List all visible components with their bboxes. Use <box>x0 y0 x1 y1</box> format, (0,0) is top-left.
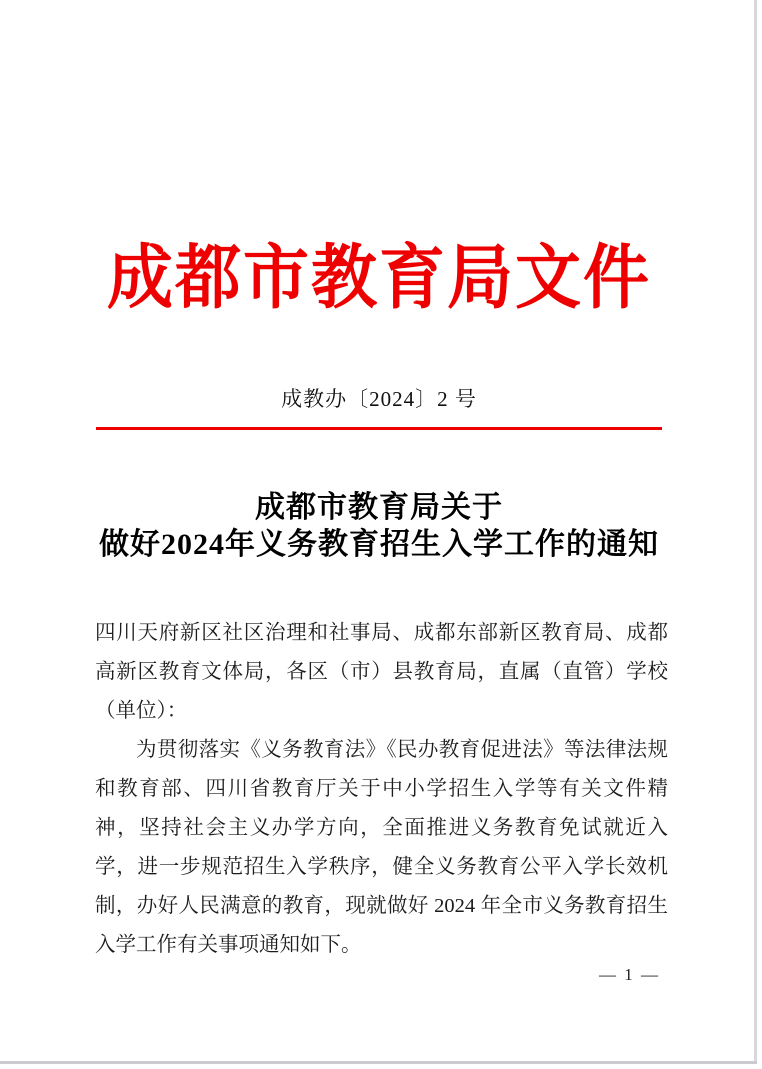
document-title-line2: 做好2024年义务教育招生入学工作的通知 <box>99 528 659 561</box>
document-body <box>95 614 668 965</box>
document-number: 成教办〔2024〕2 号 <box>281 387 477 411</box>
document-title <box>0 489 758 563</box>
document-title-line1: 成都市教育局关于 <box>255 491 503 524</box>
red-divider-line <box>96 427 662 430</box>
recipients-paragraph: 四川天府新区社区治理和社事局、成都东部新区教育局、成都高新区教育文体局，各区（市）县教育局，直属（直管）学校（单位）： <box>95 622 668 722</box>
page-edge-right <box>754 0 757 1063</box>
document-header-title: 成都市教育局文件 <box>107 240 651 318</box>
body-paragraph: 为贯彻落实《义务教育法》《民办教育促进法》等法律法规和教育部、四川省教育厅关于中小学招生入学等有关文件精神，坚持社会主义办学方向，全面推进义务教育免试就近入学，进一步规范招生入学秩序，健全义务教育公平入学长效机制，办好人民满意的教育，现就做好 2024 年全市义务教育招生入学工作有关事项通知如下。 <box>95 739 668 956</box>
page-number: — 1 — <box>599 965 660 984</box>
page-edge-bottom <box>0 1061 757 1064</box>
